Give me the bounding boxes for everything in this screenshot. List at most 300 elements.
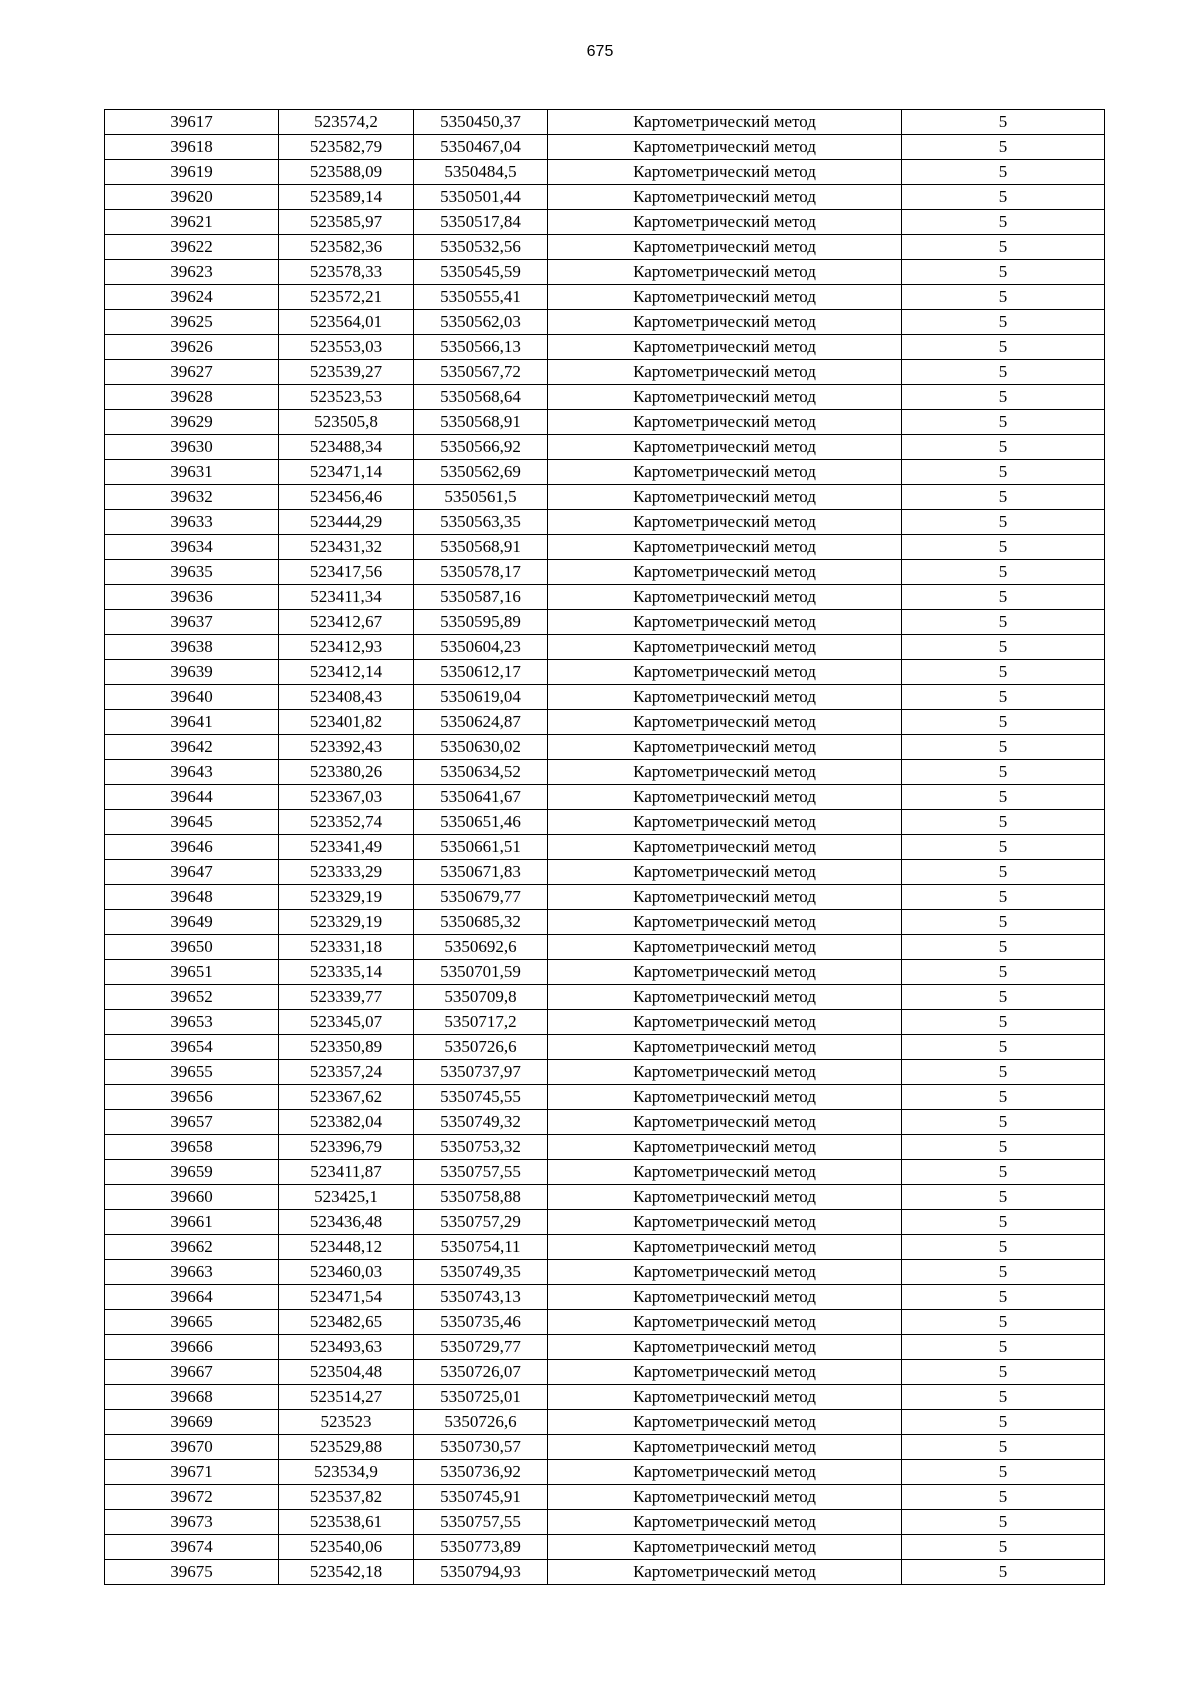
point-number-cell: 39675 [105,1560,279,1585]
table-row [105,1160,1105,1185]
table-row [105,510,1105,535]
x-coordinate-cell: 523523 [279,1410,414,1435]
point-number-cell: 39640 [105,685,279,710]
method-cell: Картометрический метод [548,935,902,960]
point-number-cell: 39628 [105,385,279,410]
table-row [105,260,1105,285]
method-cell: Картометрический метод [548,460,902,485]
point-number-cell: 39666 [105,1335,279,1360]
x-coordinate-cell: 523367,62 [279,1085,414,1110]
accuracy-cell: 5 [902,985,1105,1010]
y-coordinate-cell: 5350501,44 [414,185,548,210]
accuracy-cell: 5 [902,1110,1105,1135]
y-coordinate-cell: 5350545,59 [414,260,548,285]
point-number-cell: 39663 [105,1260,279,1285]
x-coordinate-cell: 523345,07 [279,1010,414,1035]
table-row [105,535,1105,560]
y-coordinate-cell: 5350729,77 [414,1335,548,1360]
accuracy-cell: 5 [902,510,1105,535]
method-cell: Картометрический метод [548,1535,902,1560]
method-cell: Картометрический метод [548,1385,902,1410]
point-number-cell: 39642 [105,735,279,760]
point-number-cell: 39671 [105,1460,279,1485]
method-cell: Картометрический метод [548,585,902,610]
y-coordinate-cell: 5350532,56 [414,235,548,260]
table-row [105,760,1105,785]
table-row [105,560,1105,585]
x-coordinate-cell: 523505,8 [279,410,414,435]
table-row [105,1135,1105,1160]
x-coordinate-cell: 523482,65 [279,1310,414,1335]
table-row [105,910,1105,935]
accuracy-cell: 5 [902,535,1105,560]
y-coordinate-cell: 5350467,04 [414,135,548,160]
x-coordinate-cell: 523411,87 [279,1160,414,1185]
point-number-cell: 39647 [105,860,279,885]
table-row [105,1310,1105,1335]
table-row [105,410,1105,435]
method-cell: Картометрический метод [548,1210,902,1235]
point-number-cell: 39622 [105,235,279,260]
x-coordinate-cell: 523341,49 [279,835,414,860]
x-coordinate-cell: 523382,04 [279,1110,414,1135]
x-coordinate-cell: 523431,32 [279,535,414,560]
method-cell: Картометрический метод [548,1285,902,1310]
y-coordinate-cell: 5350604,23 [414,635,548,660]
method-cell: Картометрический метод [548,710,902,735]
point-number-cell: 39655 [105,1060,279,1085]
y-coordinate-cell: 5350619,04 [414,685,548,710]
table-row [105,1335,1105,1360]
y-coordinate-cell: 5350735,46 [414,1310,548,1335]
point-number-cell: 39646 [105,835,279,860]
accuracy-cell: 5 [902,485,1105,510]
y-coordinate-cell: 5350725,01 [414,1385,548,1410]
accuracy-cell: 5 [902,1535,1105,1560]
y-coordinate-cell: 5350730,57 [414,1435,548,1460]
method-cell: Картометрический метод [548,185,902,210]
y-coordinate-cell: 5350754,11 [414,1235,548,1260]
method-cell: Картометрический метод [548,235,902,260]
method-cell: Картометрический метод [548,310,902,335]
x-coordinate-cell: 523335,14 [279,960,414,985]
accuracy-cell: 5 [902,810,1105,835]
method-cell: Картометрический метод [548,810,902,835]
point-number-cell: 39623 [105,260,279,285]
accuracy-cell: 5 [902,360,1105,385]
x-coordinate-cell: 523412,14 [279,660,414,685]
accuracy-cell: 5 [902,210,1105,235]
table-row [105,735,1105,760]
table-row [105,935,1105,960]
point-number-cell: 39637 [105,610,279,635]
method-cell: Картометрический метод [548,160,902,185]
x-coordinate-cell: 523329,19 [279,910,414,935]
method-cell: Картометрический метод [548,685,902,710]
table-row [105,1260,1105,1285]
accuracy-cell: 5 [902,1360,1105,1385]
y-coordinate-cell: 5350661,51 [414,835,548,860]
point-number-cell: 39673 [105,1510,279,1535]
method-cell: Картометрический метод [548,885,902,910]
method-cell: Картометрический метод [548,1460,902,1485]
y-coordinate-cell: 5350517,84 [414,210,548,235]
y-coordinate-cell: 5350743,13 [414,1285,548,1310]
accuracy-cell: 5 [902,310,1105,335]
point-number-cell: 39619 [105,160,279,185]
accuracy-cell: 5 [902,1310,1105,1335]
table-row [105,1435,1105,1460]
point-number-cell: 39652 [105,985,279,1010]
point-number-cell: 39624 [105,285,279,310]
point-number-cell: 39627 [105,360,279,385]
y-coordinate-cell: 5350567,72 [414,360,548,385]
table-row [105,585,1105,610]
table-row [105,1035,1105,1060]
y-coordinate-cell: 5350717,2 [414,1010,548,1035]
accuracy-cell: 5 [902,385,1105,410]
x-coordinate-cell: 523493,63 [279,1335,414,1360]
table-row [105,860,1105,885]
method-cell: Картометрический метод [548,1335,902,1360]
y-coordinate-cell: 5350562,69 [414,460,548,485]
method-cell: Картометрический метод [548,1035,902,1060]
table-row [105,1410,1105,1435]
method-cell: Картометрический метод [548,385,902,410]
point-number-cell: 39620 [105,185,279,210]
y-coordinate-cell: 5350624,87 [414,710,548,735]
y-coordinate-cell: 5350587,16 [414,585,548,610]
point-number-cell: 39634 [105,535,279,560]
point-number-cell: 39661 [105,1210,279,1235]
y-coordinate-cell: 5350749,35 [414,1260,548,1285]
x-coordinate-cell: 523539,27 [279,360,414,385]
x-coordinate-cell: 523582,36 [279,235,414,260]
method-cell: Картометрический метод [548,1410,902,1435]
table-row [105,1560,1105,1585]
point-number-cell: 39667 [105,1360,279,1385]
accuracy-cell: 5 [902,585,1105,610]
y-coordinate-cell: 5350568,91 [414,535,548,560]
point-number-cell: 39631 [105,460,279,485]
point-number-cell: 39648 [105,885,279,910]
x-coordinate-cell: 523392,43 [279,735,414,760]
point-number-cell: 39635 [105,560,279,585]
x-coordinate-cell: 523538,61 [279,1510,414,1535]
accuracy-cell: 5 [902,685,1105,710]
accuracy-cell: 5 [902,835,1105,860]
table-row [105,1385,1105,1410]
x-coordinate-cell: 523523,53 [279,385,414,410]
point-number-cell: 39643 [105,760,279,785]
method-cell: Картометрический метод [548,1010,902,1035]
table-row [105,1460,1105,1485]
x-coordinate-cell: 523436,48 [279,1210,414,1235]
y-coordinate-cell: 5350651,46 [414,810,548,835]
method-cell: Картометрический метод [548,610,902,635]
accuracy-cell: 5 [902,1160,1105,1185]
table-row [105,710,1105,735]
x-coordinate-cell: 523380,26 [279,760,414,785]
y-coordinate-cell: 5350709,8 [414,985,548,1010]
coordinates-table-body [105,110,1105,1585]
table-row [105,1535,1105,1560]
table-row [105,835,1105,860]
y-coordinate-cell: 5350641,67 [414,785,548,810]
accuracy-cell: 5 [902,1010,1105,1035]
point-number-cell: 39657 [105,1110,279,1135]
point-number-cell: 39644 [105,785,279,810]
table-row [105,610,1105,635]
accuracy-cell: 5 [902,410,1105,435]
method-cell: Картометрический метод [548,1485,902,1510]
x-coordinate-cell: 523514,27 [279,1385,414,1410]
method-cell: Картометрический метод [548,285,902,310]
accuracy-cell: 5 [902,610,1105,635]
y-coordinate-cell: 5350757,29 [414,1210,548,1235]
x-coordinate-cell: 523585,97 [279,210,414,235]
y-coordinate-cell: 5350578,17 [414,560,548,585]
x-coordinate-cell: 523456,46 [279,485,414,510]
method-cell: Картометрический метод [548,510,902,535]
table-row [105,1285,1105,1310]
accuracy-cell: 5 [902,1460,1105,1485]
method-cell: Картометрический метод [548,1110,902,1135]
method-cell: Картометрический метод [548,1510,902,1535]
y-coordinate-cell: 5350726,07 [414,1360,548,1385]
table-row [105,285,1105,310]
x-coordinate-cell: 523537,82 [279,1485,414,1510]
table-row [105,335,1105,360]
point-number-cell: 39638 [105,635,279,660]
point-number-cell: 39658 [105,1135,279,1160]
x-coordinate-cell: 523578,33 [279,260,414,285]
method-cell: Картометрический метод [548,110,902,135]
method-cell: Картометрический метод [548,985,902,1010]
y-coordinate-cell: 5350568,91 [414,410,548,435]
accuracy-cell: 5 [902,1060,1105,1085]
table-row [105,160,1105,185]
point-number-cell: 39654 [105,1035,279,1060]
y-coordinate-cell: 5350566,92 [414,435,548,460]
x-coordinate-cell: 523534,9 [279,1460,414,1485]
y-coordinate-cell: 5350794,93 [414,1560,548,1585]
point-number-cell: 39649 [105,910,279,935]
x-coordinate-cell: 523460,03 [279,1260,414,1285]
method-cell: Картометрический метод [548,335,902,360]
x-coordinate-cell: 523425,1 [279,1185,414,1210]
point-number-cell: 39672 [105,1485,279,1510]
x-coordinate-cell: 523444,29 [279,510,414,535]
y-coordinate-cell: 5350685,32 [414,910,548,935]
method-cell: Картометрический метод [548,135,902,160]
point-number-cell: 39665 [105,1310,279,1335]
y-coordinate-cell: 5350773,89 [414,1535,548,1560]
table-row [105,185,1105,210]
table-row [105,435,1105,460]
y-coordinate-cell: 5350701,59 [414,960,548,985]
point-number-cell: 39674 [105,1535,279,1560]
accuracy-cell: 5 [902,1410,1105,1435]
table-row [105,135,1105,160]
accuracy-cell: 5 [902,660,1105,685]
table-row [105,1360,1105,1385]
accuracy-cell: 5 [902,910,1105,935]
x-coordinate-cell: 523572,21 [279,285,414,310]
method-cell: Картометрический метод [548,1085,902,1110]
method-cell: Картометрический метод [548,1260,902,1285]
table-row [105,1210,1105,1235]
accuracy-cell: 5 [902,1235,1105,1260]
accuracy-cell: 5 [902,235,1105,260]
x-coordinate-cell: 523352,74 [279,810,414,835]
point-number-cell: 39629 [105,410,279,435]
point-number-cell: 39639 [105,660,279,685]
table-row [105,1235,1105,1260]
point-number-cell: 39618 [105,135,279,160]
x-coordinate-cell: 523329,19 [279,885,414,910]
point-number-cell: 39651 [105,960,279,985]
y-coordinate-cell: 5350736,92 [414,1460,548,1485]
y-coordinate-cell: 5350758,88 [414,1185,548,1210]
accuracy-cell: 5 [902,1560,1105,1585]
method-cell: Картометрический метод [548,360,902,385]
accuracy-cell: 5 [902,335,1105,360]
accuracy-cell: 5 [902,560,1105,585]
y-coordinate-cell: 5350757,55 [414,1160,548,1185]
table-row [105,210,1105,235]
table-row [105,460,1105,485]
accuracy-cell: 5 [902,785,1105,810]
y-coordinate-cell: 5350562,03 [414,310,548,335]
x-coordinate-cell: 523589,14 [279,185,414,210]
method-cell: Картометрический метод [548,960,902,985]
accuracy-cell: 5 [902,1135,1105,1160]
y-coordinate-cell: 5350726,6 [414,1410,548,1435]
point-number-cell: 39659 [105,1160,279,1185]
accuracy-cell: 5 [902,185,1105,210]
x-coordinate-cell: 523350,89 [279,1035,414,1060]
x-coordinate-cell: 523574,2 [279,110,414,135]
accuracy-cell: 5 [902,885,1105,910]
x-coordinate-cell: 523357,24 [279,1060,414,1085]
point-number-cell: 39662 [105,1235,279,1260]
x-coordinate-cell: 523564,01 [279,310,414,335]
method-cell: Картометрический метод [548,1185,902,1210]
table-row [105,660,1105,685]
accuracy-cell: 5 [902,860,1105,885]
method-cell: Картометрический метод [548,1135,902,1160]
point-number-cell: 39664 [105,1285,279,1310]
x-coordinate-cell: 523412,67 [279,610,414,635]
accuracy-cell: 5 [902,1185,1105,1210]
accuracy-cell: 5 [902,160,1105,185]
x-coordinate-cell: 523396,79 [279,1135,414,1160]
y-coordinate-cell: 5350563,35 [414,510,548,535]
method-cell: Картометрический метод [548,485,902,510]
y-coordinate-cell: 5350737,97 [414,1060,548,1085]
x-coordinate-cell: 523411,34 [279,585,414,610]
accuracy-cell: 5 [902,1085,1105,1110]
x-coordinate-cell: 523448,12 [279,1235,414,1260]
table-row [105,1060,1105,1085]
point-number-cell: 39645 [105,810,279,835]
x-coordinate-cell: 523542,18 [279,1560,414,1585]
table-row [105,785,1105,810]
x-coordinate-cell: 523588,09 [279,160,414,185]
y-coordinate-cell: 5350753,32 [414,1135,548,1160]
y-coordinate-cell: 5350555,41 [414,285,548,310]
method-cell: Картометрический метод [548,1360,902,1385]
table-row [105,310,1105,335]
point-number-cell: 39641 [105,710,279,735]
method-cell: Картометрический метод [548,410,902,435]
y-coordinate-cell: 5350450,37 [414,110,548,135]
x-coordinate-cell: 523471,14 [279,460,414,485]
accuracy-cell: 5 [902,760,1105,785]
y-coordinate-cell: 5350630,02 [414,735,548,760]
y-coordinate-cell: 5350692,6 [414,935,548,960]
x-coordinate-cell: 523412,93 [279,635,414,660]
table-row [105,1185,1105,1210]
accuracy-cell: 5 [902,710,1105,735]
method-cell: Картометрический метод [548,1060,902,1085]
point-number-cell: 39632 [105,485,279,510]
method-cell: Картометрический метод [548,835,902,860]
accuracy-cell: 5 [902,260,1105,285]
accuracy-cell: 5 [902,1485,1105,1510]
table-row [105,985,1105,1010]
method-cell: Картометрический метод [548,1310,902,1335]
accuracy-cell: 5 [902,285,1105,310]
method-cell: Картометрический метод [548,1235,902,1260]
x-coordinate-cell: 523529,88 [279,1435,414,1460]
x-coordinate-cell: 523408,43 [279,685,414,710]
table-row [105,1510,1105,1535]
accuracy-cell: 5 [902,1435,1105,1460]
y-coordinate-cell: 5350757,55 [414,1510,548,1535]
accuracy-cell: 5 [902,1210,1105,1235]
table-row [105,960,1105,985]
y-coordinate-cell: 5350726,6 [414,1035,548,1060]
table-row [105,485,1105,510]
method-cell: Картометрический метод [548,210,902,235]
accuracy-cell: 5 [902,1335,1105,1360]
y-coordinate-cell: 5350679,77 [414,885,548,910]
table-row [105,810,1105,835]
point-number-cell: 39653 [105,1010,279,1035]
x-coordinate-cell: 523471,54 [279,1285,414,1310]
point-number-cell: 39636 [105,585,279,610]
coordinates-table [104,109,1105,1585]
point-number-cell: 39626 [105,335,279,360]
page-number: 675 [586,43,614,60]
accuracy-cell: 5 [902,435,1105,460]
x-coordinate-cell: 523488,34 [279,435,414,460]
point-number-cell: 39621 [105,210,279,235]
y-coordinate-cell: 5350568,64 [414,385,548,410]
table-row [105,685,1105,710]
method-cell: Картометрический метод [548,1435,902,1460]
y-coordinate-cell: 5350595,89 [414,610,548,635]
table-row [105,235,1105,260]
method-cell: Картометрический метод [548,660,902,685]
table-row [105,885,1105,910]
y-coordinate-cell: 5350671,83 [414,860,548,885]
y-coordinate-cell: 5350561,5 [414,485,548,510]
point-number-cell: 39625 [105,310,279,335]
table-row [105,110,1105,135]
